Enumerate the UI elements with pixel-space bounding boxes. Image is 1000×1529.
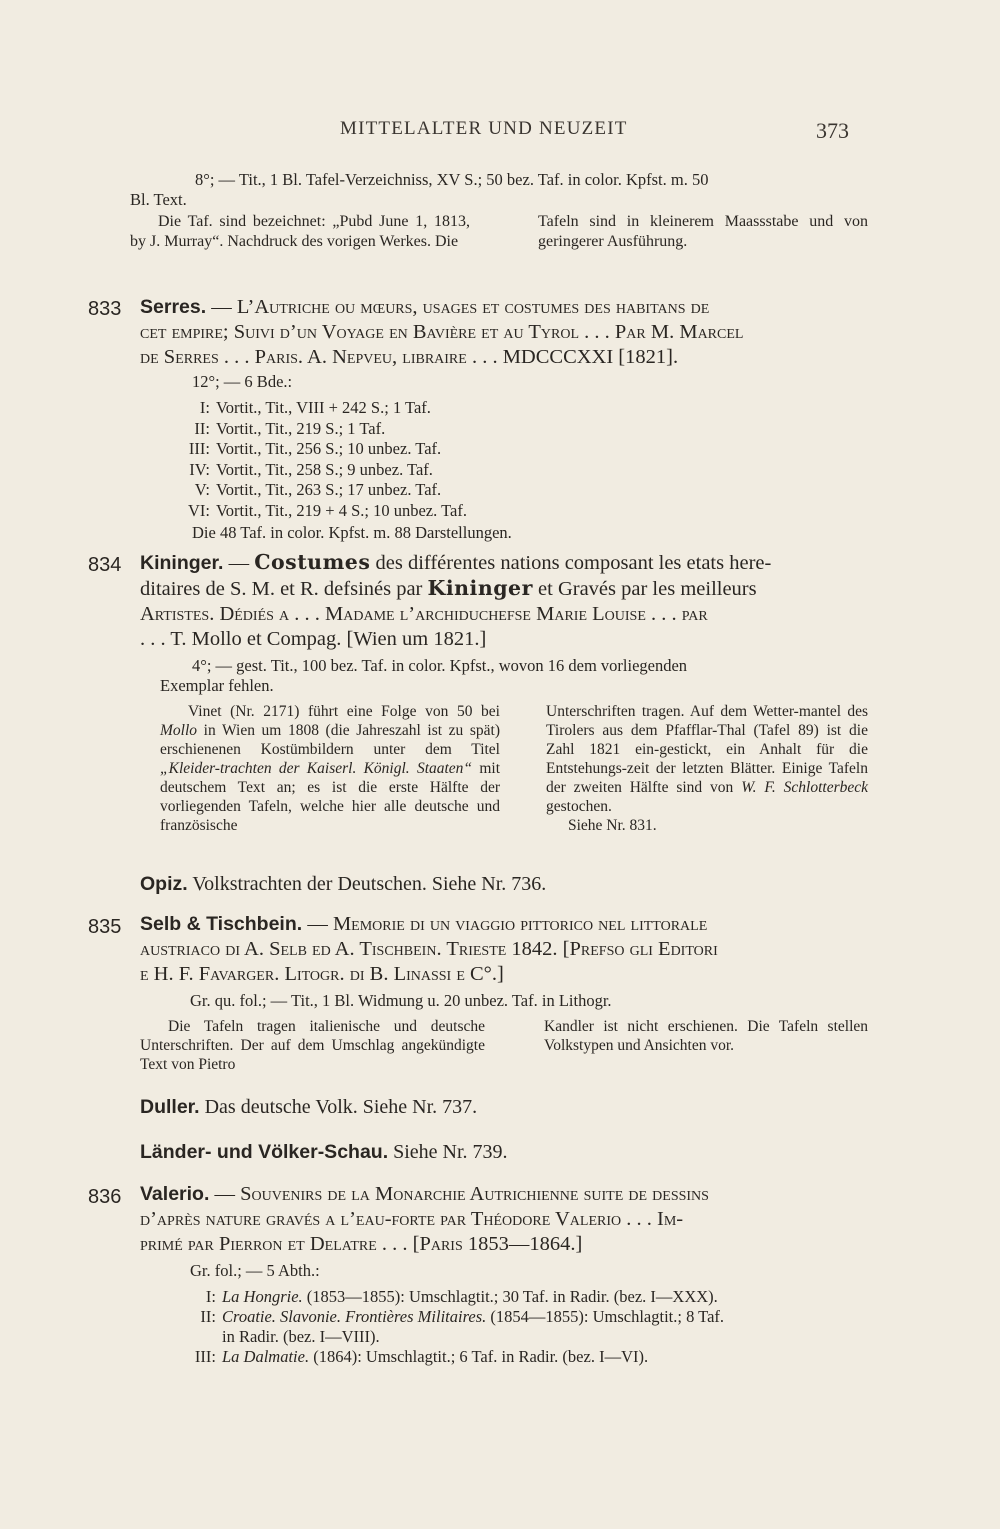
volume-item: VI: Vortit., Tit., 219 + 4 S.; 10 unbez. Taf. <box>188 500 467 520</box>
entry-number: 834 <box>88 554 122 576</box>
xref-duller <box>140 1095 868 1119</box>
entry-836 <box>88 1182 868 1367</box>
entry-834 <box>88 550 868 835</box>
note-right-column: Tafeln sind in kleinerem Maassstabe und von geringerer Ausführung. <box>538 213 868 250</box>
entry-number: 836 <box>88 1186 122 1208</box>
volume-item: II: Vortit., Tit., 219 S.; 1 Taf. <box>194 418 386 438</box>
xref-opiz <box>140 872 868 896</box>
cross-reference: Siehe Nr. 831. <box>568 817 657 834</box>
entry-title-line: e H. F. Favarger. Litogr. di B. Linassi e C°.] <box>140 963 504 985</box>
format-line-cont: Exemplar fehlen. <box>160 676 274 695</box>
xref-text: Siehe Nr. 739. <box>393 1141 508 1163</box>
xref-text: Volkstrachten der Deutschen. Siehe Nr. 736. <box>192 873 547 895</box>
volume-item: I: Vortit., Tit., VIII + 242 S.; 1 Taf. <box>199 398 431 417</box>
entry-title-line: de Serres . . . Paris. A. Nepveu, libraire . . . MDCCCXXI [1821]. <box>140 346 679 368</box>
xref-laender <box>140 1140 868 1164</box>
volume-item-cont: in Radir. (bez. I—VIII). <box>222 1327 380 1346</box>
blackletter-name: Kininger <box>427 576 533 600</box>
note-right-column: Kandler ist nicht erschienen. Die Tafeln stellen Volkstypen und Ansichten vor. <box>544 1018 868 1054</box>
entry-author: Kininger. <box>140 552 224 574</box>
format-line: 12°; — 6 Bde.: <box>192 372 293 391</box>
entry-author: Selb & Tischbein. <box>140 913 303 935</box>
volume-list <box>140 1287 868 1367</box>
page-number: 373 <box>816 118 849 143</box>
format-line: Gr. qu. fol.; — Tit., 1 Bl. Widmung u. 20 unbez. Taf. in Lithogr. <box>190 991 612 1010</box>
volume-item: II: Croatie. Slavonie. Frontières Militaires. (1854—1855): Umschlagtit.; 8 Taf. <box>200 1307 725 1326</box>
volume-item: I: La Hongrie. (1853—1855): Umschlagtit.; 30 Taf. in Radir. (bez. I—XXX). <box>205 1287 718 1306</box>
note-left-column: Die Taf. sind bezeichnet: „Pubd June 1, 1813, by J. Murray“. Nachdruck des vorigen Werkes. Die <box>130 213 470 250</box>
entry-title-line: cet empire; Suivi d’un Voyage en Bavière et au Tyrol . . . Par M. Marcel <box>140 321 744 343</box>
xref-text: Das deutsche Volk. Siehe Nr. 737. <box>204 1096 478 1118</box>
volume-item: V: Vortit., Tit., 263 S.; 17 unbez. Taf. <box>194 480 442 499</box>
entry-title-text: — L’Autriche ou mœurs, usages et costumes des habitans de <box>211 296 710 318</box>
note-columns <box>130 212 868 252</box>
entry-title-line: Valerio. — Souvenirs de la Monarchie Autrichienne suite de dessins <box>140 1183 709 1205</box>
xref-author: Opiz. <box>140 873 188 895</box>
running-title: MITTELALTER UND NEUZEIT <box>340 118 628 139</box>
note-left-column: Die Tafeln tragen italienische und deutsche Unterschriften. Der auf dem Umschlag angekündigte Text von Pietro <box>140 1018 485 1073</box>
entry-title-line: ditaires de S. M. et R. defsinés par Kininger et Gravés par les meilleurs <box>140 576 757 600</box>
volume-list <box>140 398 868 521</box>
volume-item: IV: Vortit., Tit., 258 S.; 9 unbez. Taf. <box>189 459 433 479</box>
entry-title-line: austriaco di A. Selb ed A. Tischbein. Trieste 1842. [Prefso gli Editori <box>140 938 718 960</box>
format-line: 4°; — gest. Tit., 100 bez. Taf. in color. Kpfst., wovon 16 dem vorliegenden <box>192 656 688 675</box>
entry-title-line: Artistes. Dédiés a . . . Madame l’archiduchefse Marie Louise . . . par <box>140 603 708 625</box>
note-columns <box>160 702 868 835</box>
entry-number: 835 <box>88 916 122 938</box>
entry-title-line: primé par Pierron et Delatre . . . [Paris 1853—1864.] <box>140 1233 583 1255</box>
volume-item: III: Vortit., Tit., 256 S.; 10 unbez. Taf. <box>188 439 442 458</box>
page-header <box>0 118 1000 148</box>
entry-title-line <box>140 295 868 320</box>
entry-number: 833 <box>88 298 122 320</box>
entry-title-line: Kininger. — Costumes des différentes nations composant les etats here- <box>140 550 772 574</box>
entry-title-line: . . . T. Mollo et Compag. [Wien um 1821.] <box>140 628 487 650</box>
entry-833 <box>88 295 868 543</box>
note-left-column: Vinet (Nr. 2171) führt eine Folge von 50 bei Mollo in Wien um 1808 (die Jahreszahl ist zu spät) erschienenen Kostümbildern unter dem Titel „Kleider-trachten der Kaiserl. Königl. Staaten“ mit deutschem Text an; es ist die erste Hälfte der vorliegenden Tafeln, welche hier alle deutsche und französische <box>160 703 500 834</box>
entry-note: Die 48 Taf. in color. Kpfst. m. 88 Darstellungen. <box>192 523 512 542</box>
format-line: 8°; — Tit., 1 Bl. Tafel-Verzeichniss, XV S.; 50 bez. Taf. in color. Kpfst. m. 50 <box>195 170 709 189</box>
blackletter-title: Costumes <box>254 550 371 574</box>
entry-author: Serres. <box>140 296 207 318</box>
entry-continuation <box>130 170 868 252</box>
format-line-cont: Bl. Text. <box>130 190 187 209</box>
entry-title-line: d’après nature gravés a l’eau-forte par Théodore Valerio . . . Im- <box>140 1208 684 1230</box>
xref-author: Länder- und Völker-Schau. <box>140 1141 389 1163</box>
entry-author: Valerio. <box>140 1183 210 1205</box>
volume-item: III: La Dalmatie. (1864): Umschlagtit.; 6 Taf. in Radir. (bez. I—VI). <box>194 1347 649 1366</box>
note-right-column: Unterschriften tragen. Auf dem Wetter-mantel des Tirolers aus dem Pfafflar-Thal (Tafel 89) ist die Zahl 1821 ein-gestickt, ein Anhalt für die Entstehungs-zeit der letzten Blätter. Einige Tafeln der zweiten Hälfte sind von W. F. Schlotterbeck gestochen. Siehe Nr. 831. <box>546 703 868 834</box>
format-line: Gr. fol.; — 5 Abth.: <box>190 1261 320 1280</box>
entry-835 <box>88 912 868 1074</box>
entry-title-line: Selb & Tischbein. — Memorie di un viaggio pittorico nel littorale <box>140 913 708 935</box>
note-columns <box>140 1017 868 1074</box>
xref-author: Duller. <box>140 1096 200 1118</box>
